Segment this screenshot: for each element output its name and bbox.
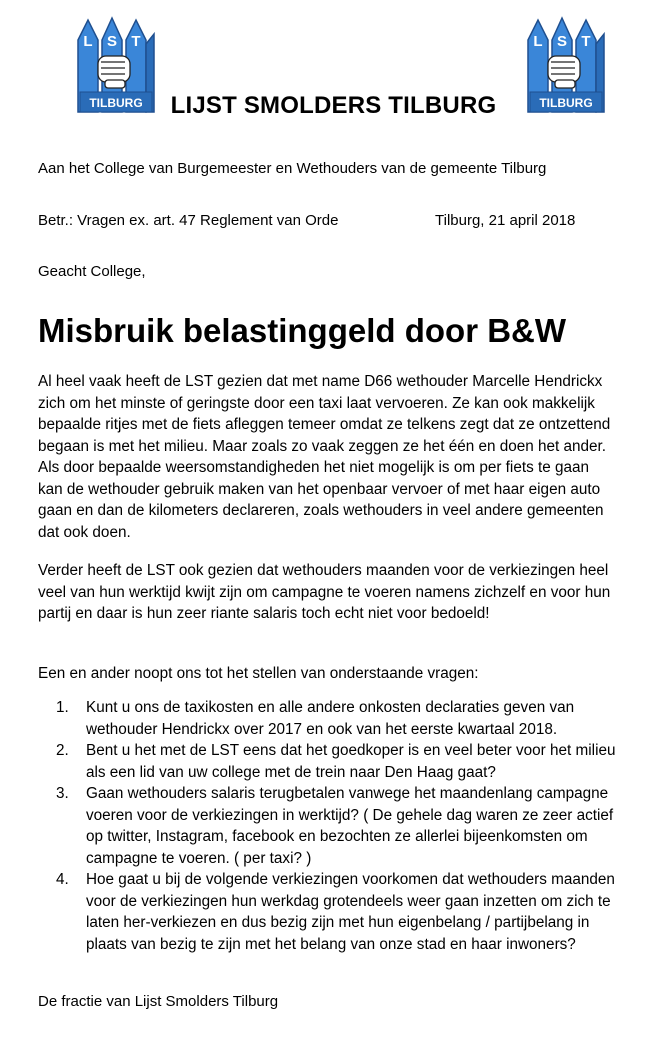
question-number: 2. <box>56 742 69 759</box>
body-paragraph: Verder heeft de LST ook gezien dat wethouders maanden voor de verkiezingen heel veel van hun werktijd kwijt zijn om campagne te voeren namens zichzelf en voor hun partij en daar is hun zeer riante salaris toch echt niet voor bedoeld! <box>38 562 611 622</box>
svg-text:T: T <box>581 33 591 50</box>
subject-line: Betr.: Vragen ex. art. 47 Reglement van Orde <box>38 212 339 229</box>
list-item <box>56 783 656 869</box>
svg-text:S: S <box>556 33 568 50</box>
question-text: Kunt u ons de taxikosten en alle andere onkosten declaraties geven van wethouder Hendrickx over 2017 en ook van het eerste kwartaal 2018. <box>86 699 575 738</box>
logo-town: TILBURG <box>89 96 143 110</box>
logo-letters <box>533 33 590 50</box>
list-item <box>56 740 656 783</box>
logo-town: TILBURG <box>539 96 593 110</box>
questions-intro: Een en ander noopt ons tot het stellen van onderstaande vragen: <box>38 665 479 682</box>
headline: Misbruik belastinggeld door B&W <box>38 312 567 349</box>
question-number: 1. <box>56 699 69 716</box>
svg-text:S: S <box>106 33 118 50</box>
addressee: Aan het College van Burgemeester en Wethouders van de gemeente Tilburg <box>38 160 547 177</box>
svg-text:L: L <box>533 33 543 50</box>
question-text: Hoe gaat u bij de volgende verkiezingen voorkomen dat wethouders maanden voor de verkiezingen hun werkdag grotendeels weer gaan inzetten om zich te laten her-verkiezen en dus bezig zijn met hun eigenbelang / partijbelang in plaats van bezig te zijn met het belang van onze stad en haar inwoners? <box>86 871 615 953</box>
question-number: 3. <box>56 785 69 802</box>
questions-list <box>56 697 656 955</box>
place-date: Tilburg, 21 april 2018 <box>435 212 576 229</box>
org-name: LIJST SMOLDERS TILBURG <box>170 92 497 119</box>
svg-text:T: T <box>131 33 141 50</box>
question-number: 4. <box>56 871 69 888</box>
signature: De fractie van Lijst Smolders Tilburg <box>38 993 279 1010</box>
question-text: Bent u het met de LST eens dat het goedkoper is en veel beter voor het milieu als een lid van uw college met de trein naar Den Haag gaat? <box>86 742 616 781</box>
svg-text:L: L <box>83 33 93 50</box>
list-item <box>56 869 656 955</box>
salutation: Geacht College, <box>38 263 146 280</box>
body-paragraph: Al heel vaak heeft de LST gezien dat met name D66 wethouder Marcelle Hendrickx zich om het minste of geringste door een taxi laat vervoeren. Ze kan ook makkelijk bepaalde ritjes met de fiets afleggen temeer omdat ze telkens zegt dat ze ontzettend begaan is met het milieu. Maar zoals zo vaak zeggen ze het één en doen het ander. Als door bepaalde weersomstandigheden het niet mogelijk is om per fiets te gaan kan de wethouder gebruik maken van het openbaar vervoer of met haar eigen auto gaan en dan de kilometers declareren, zoals wethouders in veel andere gemeenten dat ook doen. <box>38 373 611 541</box>
list-item <box>56 697 656 740</box>
logo-letters <box>83 33 140 50</box>
question-text: Gaan wethouders salaris terugbetalen vanwege het maandenlang campagne voeren voor de verkiezingen in werktijd? ( De gehele dag waren ze zeer actief op twitter, Instagram, facebook en bezochten ze allerlei bijeenkomsten om campagne te voeren. ( per taxi? ) <box>86 785 614 867</box>
